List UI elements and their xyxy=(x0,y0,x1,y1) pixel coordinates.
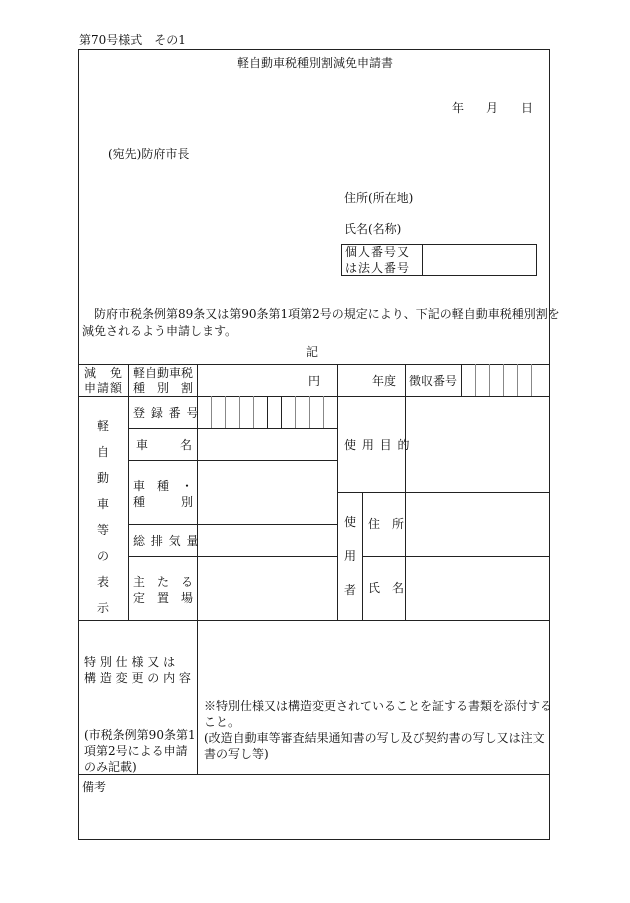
address-label: 住所(所在地) xyxy=(344,191,414,205)
yen-label: 円 xyxy=(308,374,321,388)
purpose-field[interactable] xyxy=(407,398,547,490)
vehicle-group-label: 軽 自 動 車 等 の 表 示 xyxy=(96,419,109,615)
form-title: 軽自動車税種別割減免申請書 xyxy=(236,56,393,70)
amount-label-2: 申請額 xyxy=(84,381,124,395)
ki-label: 記 xyxy=(306,345,319,359)
registration-number-label: 登 録 番 号 xyxy=(133,406,200,420)
special-note-1: (市税条例第90条第1 xyxy=(84,728,196,742)
attachment-note-1: ※特別仕様又は構造変更されていることを証する書類を添付する xyxy=(204,699,553,713)
storage-label-2: 定 置 場 xyxy=(133,591,194,605)
id-number-field[interactable] xyxy=(424,246,534,274)
remarks-field[interactable] xyxy=(80,796,548,838)
car-type-field[interactable] xyxy=(199,462,335,522)
special-spec-field[interactable] xyxy=(199,622,547,694)
user-name-field[interactable] xyxy=(407,558,547,618)
attachment-note-3: (改造自動車等審査結果通知書の写し及び契約書の写し又は注文 xyxy=(204,731,545,745)
user-name-label: 氏 名 xyxy=(368,581,405,595)
purpose-label: 使 用 目 的 xyxy=(344,438,411,452)
date-day: 日 xyxy=(521,101,534,115)
date-month: 月 xyxy=(486,101,499,115)
amount-field[interactable] xyxy=(199,366,303,394)
body-text-2: 減免されるよう申請します。 xyxy=(82,324,238,338)
fiscal-year-field[interactable] xyxy=(339,366,369,394)
id-label-2: は法人番号 xyxy=(345,261,411,275)
collection-number-field[interactable] xyxy=(463,366,547,394)
car-name-label-2: 名 xyxy=(180,438,193,452)
tax-label-2: 種 別 割 xyxy=(133,381,194,395)
displacement-field[interactable] xyxy=(199,526,335,554)
special-label-1: 特 別 仕 様 又 は xyxy=(84,655,176,669)
special-note-3: のみ記載) xyxy=(84,760,137,774)
date-year: 年 xyxy=(452,101,465,115)
car-type-label-1: 車 種 ・ xyxy=(133,479,194,493)
attachment-note-4: 書の写し等) xyxy=(204,747,269,761)
name-label: 氏名(名称) xyxy=(344,222,402,236)
id-label-1: 個人番号又 xyxy=(345,245,411,259)
attachment-note-2: こと。 xyxy=(204,715,241,729)
tax-label-1: 軽自動車税 xyxy=(133,366,194,380)
displacement-label: 総 排 気 量 xyxy=(133,534,200,548)
special-label-2: 構 造 変 更 の 内 容 xyxy=(84,671,191,685)
car-type-label-2: 種 別 xyxy=(133,495,194,509)
body-text-1: 防府市税条例第89条又は第90条第1項第2号の規定により、下記の軽自動車税種別割を xyxy=(94,307,560,321)
special-note-2: 項第2号による申請 xyxy=(84,744,188,758)
storage-location-field[interactable] xyxy=(199,558,335,618)
storage-label-1: 主 た る xyxy=(133,575,194,589)
car-name-label-1: 車 xyxy=(136,438,149,452)
remarks-label: 備考 xyxy=(82,780,107,794)
collection-number-label: 徴収番号 xyxy=(409,374,458,388)
car-name-field[interactable] xyxy=(199,430,335,458)
user-address-field[interactable] xyxy=(407,494,547,554)
addressee: (宛先)防府市長 xyxy=(108,147,190,161)
fiscal-year-label: 年度 xyxy=(372,374,397,388)
user-address-label: 住 所 xyxy=(368,517,405,531)
amount-label-1: 減 免 xyxy=(84,366,124,380)
user-label: 使 用 者 xyxy=(343,515,356,597)
form-number: 第70号様式 その1 xyxy=(79,33,186,47)
